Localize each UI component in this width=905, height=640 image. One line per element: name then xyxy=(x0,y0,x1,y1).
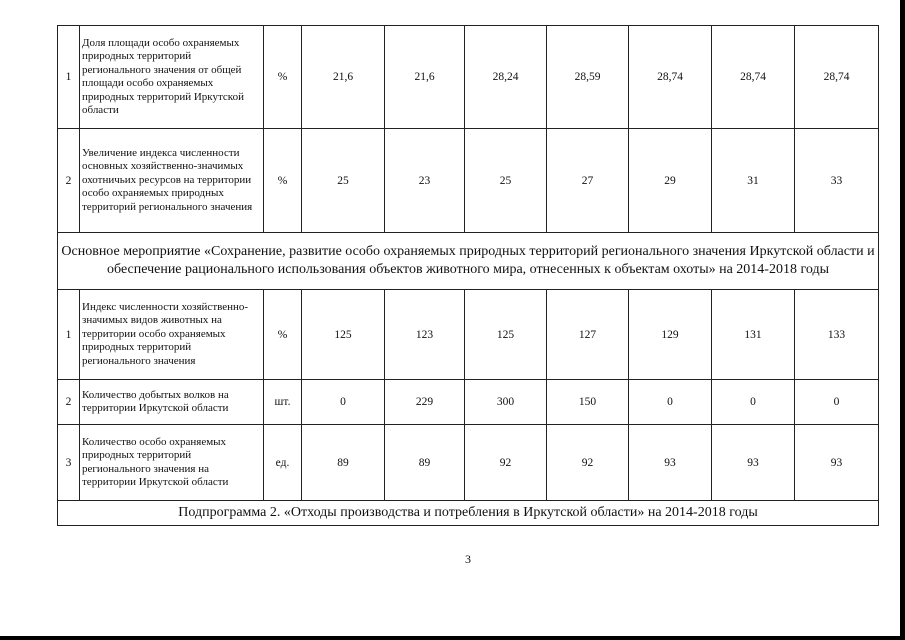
value-cell: 0 xyxy=(302,380,385,425)
section-heading: Основное мероприятие «Сохранение, развитие особо охраняемых природных территорий регионального значения Иркутской области и обеспечение рационального использования объектов животного мира, отнесенных к объектам охоты» на 2014-2018 годы xyxy=(58,233,879,290)
row-number: 1 xyxy=(58,26,80,129)
value-cell: 0 xyxy=(629,380,712,425)
value-cell: 93 xyxy=(629,425,712,501)
value-cell: 27 xyxy=(547,129,629,233)
value-cell: 33 xyxy=(795,129,879,233)
value-cell: 89 xyxy=(385,425,465,501)
value-cell: 93 xyxy=(795,425,879,501)
value-cell: 125 xyxy=(302,290,385,380)
section-heading-row xyxy=(58,233,879,290)
value-cell: 150 xyxy=(547,380,629,425)
indicator-name: Количество особо охраняемых природных территорий регионального значения на территории Иркутской области xyxy=(80,425,264,501)
value-cell: 29 xyxy=(629,129,712,233)
subprogram-heading: Подпрограмма 2. «Отходы производства и потребления в Иркутской области» на 2014-2018 годы xyxy=(58,501,879,526)
unit-cell: шт. xyxy=(264,380,302,425)
value-cell: 28,74 xyxy=(629,26,712,129)
value-cell: 28,74 xyxy=(712,26,795,129)
value-cell: 23 xyxy=(385,129,465,233)
value-cell: 123 xyxy=(385,290,465,380)
indicators-table xyxy=(57,25,879,526)
unit-cell: % xyxy=(264,129,302,233)
unit-cell: % xyxy=(264,290,302,380)
value-cell: 25 xyxy=(302,129,385,233)
value-cell: 92 xyxy=(465,425,547,501)
indicator-name: Увеличение индекса численности основных хозяйственно-значимых охотничьих ресурсов на территории особо охраняемых природных территорий регионального значения xyxy=(80,129,264,233)
indicator-name: Количество добытых волков на территории Иркутской области xyxy=(80,380,264,425)
table-row xyxy=(58,380,879,425)
value-cell: 131 xyxy=(712,290,795,380)
unit-cell: ед. xyxy=(264,425,302,501)
scan-edge-right xyxy=(900,0,905,640)
table-row xyxy=(58,129,879,233)
value-cell: 28,59 xyxy=(547,26,629,129)
value-cell: 93 xyxy=(712,425,795,501)
subprogram-heading-row xyxy=(58,501,879,526)
value-cell: 129 xyxy=(629,290,712,380)
table-row xyxy=(58,425,879,501)
value-cell: 31 xyxy=(712,129,795,233)
table-row xyxy=(58,290,879,380)
value-cell: 25 xyxy=(465,129,547,233)
value-cell: 21,6 xyxy=(385,26,465,129)
value-cell: 28,24 xyxy=(465,26,547,129)
table-row xyxy=(58,26,879,129)
value-cell: 89 xyxy=(302,425,385,501)
row-number: 2 xyxy=(58,129,80,233)
value-cell: 300 xyxy=(465,380,547,425)
indicator-name: Индекс численности хозяйственно-значимых видов животных на территории особо охраняемых природных территорий регионального значения xyxy=(80,290,264,380)
row-number: 3 xyxy=(58,425,80,501)
value-cell: 21,6 xyxy=(302,26,385,129)
value-cell: 0 xyxy=(795,380,879,425)
row-number: 1 xyxy=(58,290,80,380)
value-cell: 229 xyxy=(385,380,465,425)
value-cell: 133 xyxy=(795,290,879,380)
value-cell: 0 xyxy=(712,380,795,425)
scan-edge-bottom xyxy=(0,636,905,640)
page-number: 3 xyxy=(465,552,471,566)
value-cell: 125 xyxy=(465,290,547,380)
row-number: 2 xyxy=(58,380,80,425)
value-cell: 127 xyxy=(547,290,629,380)
unit-cell: % xyxy=(264,26,302,129)
value-cell: 92 xyxy=(547,425,629,501)
value-cell: 28,74 xyxy=(795,26,879,129)
indicator-name: Доля площади особо охраняемых природных территорий регионального значения от общей площади особо охраняемых природных территорий Иркутской области xyxy=(80,26,264,129)
